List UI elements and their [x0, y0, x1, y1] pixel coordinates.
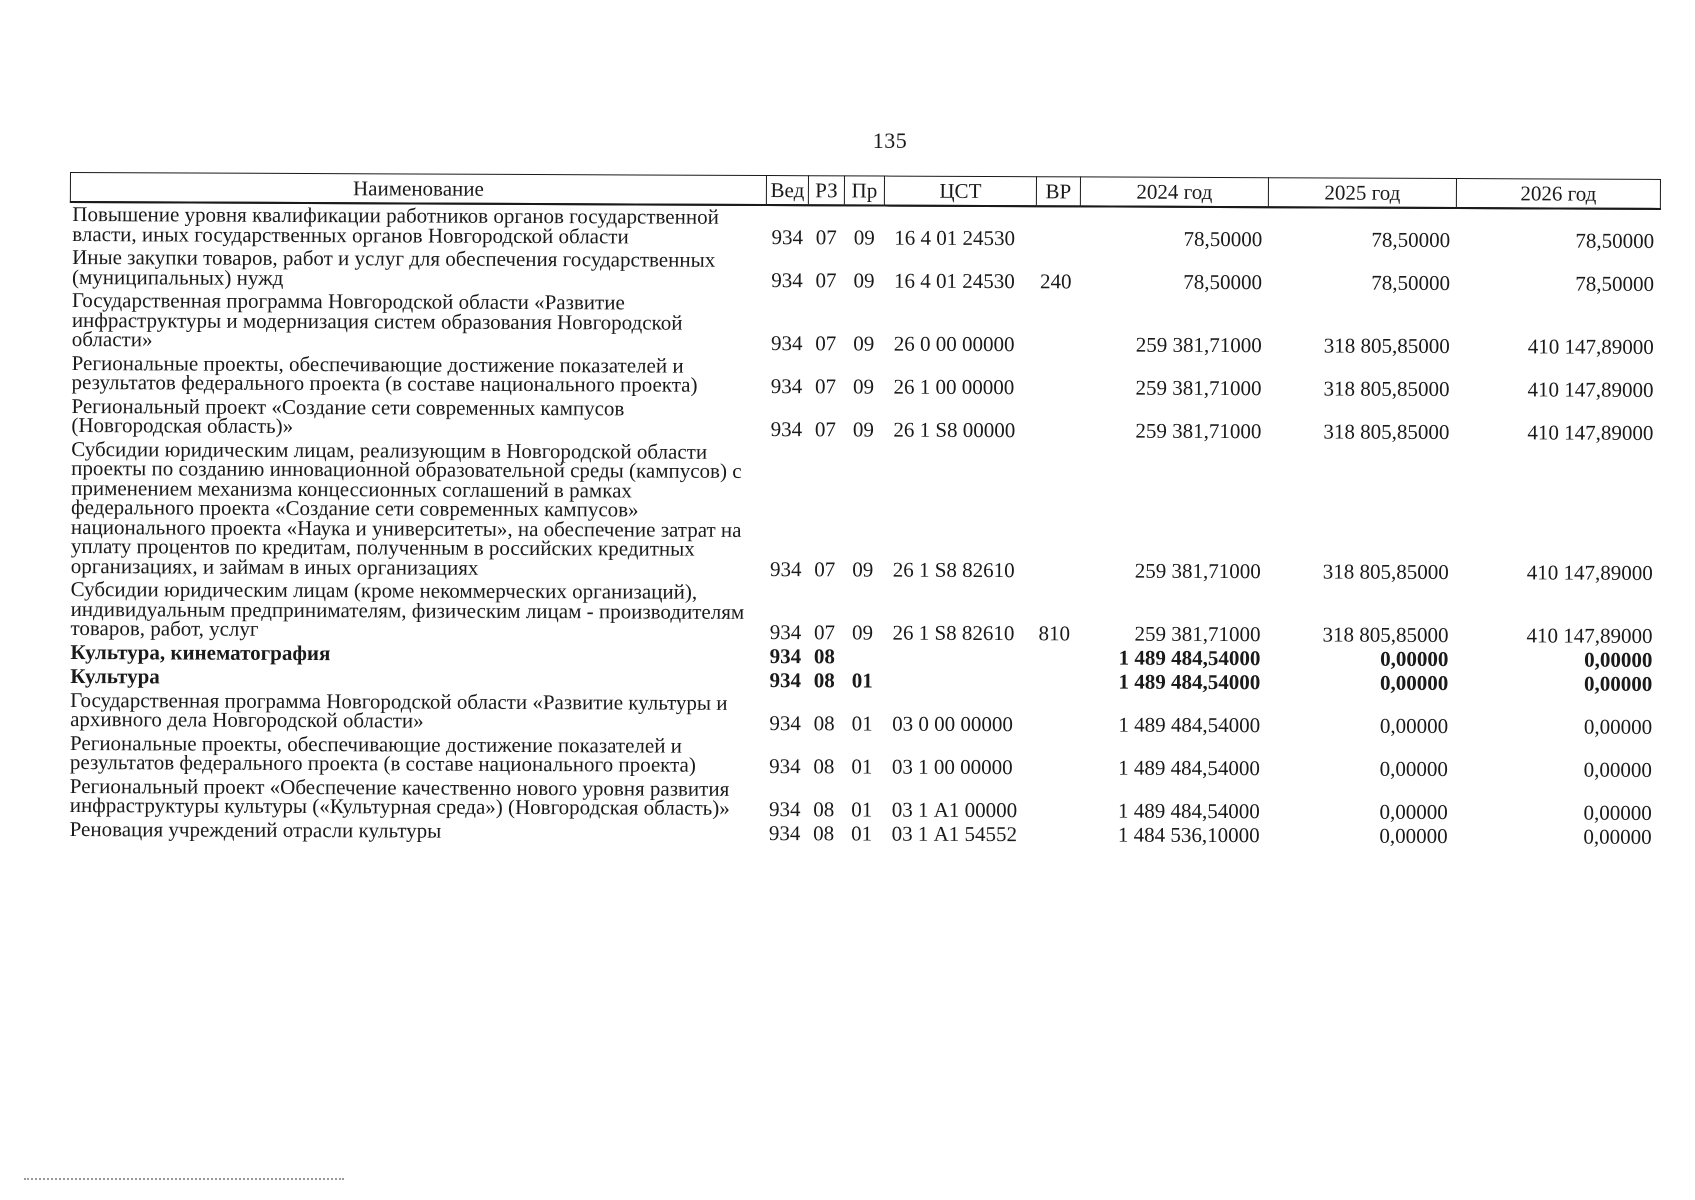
- row-amount-2024: 1 489 484,54000: [1118, 712, 1261, 737]
- row-vr: [1034, 736, 1078, 779]
- row-ved: 934: [771, 225, 804, 250]
- table-row: [69, 395, 1659, 445]
- row-rz: 08: [813, 643, 835, 668]
- row-rz: 07: [815, 330, 837, 355]
- row-amount-2025: 78,50000: [1371, 227, 1451, 253]
- row-amount-2025: 318 805,85000: [1323, 375, 1450, 401]
- row-vr: [1034, 693, 1078, 736]
- row-pr: 01: [851, 710, 873, 736]
- row-vr: [1034, 669, 1078, 693]
- table-row: [68, 731, 1658, 781]
- row-pr: 09: [851, 619, 874, 645]
- row-rz: 07: [815, 268, 837, 293]
- table-row: [68, 578, 1658, 647]
- row-amount-2024: 1 489 484,54000: [1118, 669, 1261, 694]
- row-vr: 810: [1038, 620, 1071, 645]
- header-rz: РЗ: [808, 176, 844, 206]
- row-amount-2026: 410 147,89000: [1526, 560, 1653, 585]
- row-name: Субсидии юридическим лицам (кроме некоммерческих организаций), индивидуальным предпринимателям, физическим лицам - производителям товаров, работ, услуг: [70, 577, 745, 641]
- row-name: Реновация учреждений отрасли культуры: [69, 817, 442, 843]
- row-rz: 07: [813, 619, 836, 644]
- row-vr: [1036, 356, 1080, 399]
- row-name: Культура, кинематография: [70, 640, 331, 666]
- row-vr: [1036, 206, 1080, 250]
- row-vr: 240: [1039, 269, 1072, 294]
- row-cst: 16 4 01 24530: [893, 268, 1015, 294]
- row-rz: 07: [815, 225, 837, 250]
- row-cst: [882, 668, 1034, 693]
- row-amount-2025: 78,50000: [1371, 270, 1451, 296]
- header-2025: 2025 год: [1268, 178, 1456, 208]
- row-cst: [882, 644, 1034, 669]
- row-cst: 03 1 А1 54552: [891, 821, 1018, 846]
- row-amount-2026: 0,00000: [1583, 714, 1653, 739]
- row-amount-2024: 259 381,71000: [1134, 558, 1261, 584]
- row-cst: 16 4 01 24530: [894, 225, 1016, 251]
- row-name: Региональный проект «Создание сети современных кампусов (Новгородская область)»: [71, 393, 625, 438]
- table-row: [70, 289, 1660, 358]
- row-amount-2024: 259 381,71000: [1135, 332, 1262, 357]
- row-rz: 07: [814, 557, 836, 582]
- row-ved: 934: [768, 796, 801, 821]
- row-vr: [1034, 645, 1078, 669]
- row-pr: 09: [853, 225, 875, 250]
- row-amount-2025: 0,00000: [1379, 799, 1448, 824]
- row-pr: 01: [851, 667, 873, 693]
- row-pr: 01: [851, 820, 873, 846]
- row-amount-2024: 1 484 536,10000: [1117, 822, 1260, 847]
- row-cst: 26 1 S8 00000: [893, 417, 1016, 442]
- row-vr: [1036, 293, 1080, 356]
- row-amount-2024: 1 489 484,54000: [1117, 798, 1260, 823]
- row-pr: 09: [853, 268, 875, 293]
- header-ved: Вед: [766, 176, 808, 206]
- row-amount-2024: 259 381,71000: [1134, 621, 1261, 646]
- row-amount-2026: 0,00000: [1583, 824, 1652, 849]
- row-amount-2026: 410 147,89000: [1527, 419, 1654, 445]
- row-pr: 09: [852, 557, 874, 582]
- row-ved: 934: [769, 753, 801, 778]
- row-amount-2024: 78,50000: [1183, 226, 1263, 252]
- row-ved: 934: [769, 643, 802, 668]
- row-ved: 934: [770, 416, 803, 441]
- row-name: Государственная программа Новгородской области «Развитие инфраструктуры и модернизация систем образования Новгородской области»: [71, 288, 683, 352]
- row-amount-2025: 0,00000: [1379, 823, 1448, 848]
- row-amount-2024: 78,50000: [1183, 269, 1263, 295]
- row-pr: 09: [852, 416, 874, 442]
- row-vr: [1034, 779, 1078, 822]
- row-amount-2024: 259 381,71000: [1135, 418, 1262, 443]
- row-amount-2024: 1 489 484,54000: [1118, 755, 1260, 780]
- row-amount-2026: 78,50000: [1575, 228, 1655, 253]
- row-amount-2025: 318 805,85000: [1323, 418, 1450, 444]
- row-cst: 03 1 А1 00000: [891, 797, 1018, 822]
- row-rz: 08: [813, 753, 835, 778]
- row-amount-2026: 410 147,89000: [1527, 333, 1654, 359]
- row-pr: 01: [851, 753, 873, 779]
- row-cst: 03 1 00 00000: [891, 754, 1013, 779]
- header-name: Наименование: [70, 173, 766, 206]
- row-rz: 08: [813, 820, 835, 845]
- row-amount-2026: 0,00000: [1584, 647, 1653, 672]
- row-pr: 01: [851, 796, 873, 822]
- budget-table: [67, 172, 1661, 848]
- row-amount-2025: 0,00000: [1380, 646, 1449, 671]
- row-amount-2026: 0,00000: [1583, 800, 1652, 825]
- row-amount-2024: 1 489 484,54000: [1118, 645, 1261, 670]
- row-amount-2026: 0,00000: [1583, 757, 1652, 782]
- row-amount-2026: 410 147,89000: [1526, 622, 1653, 648]
- row-name: Субсидии юридическим лицам, реализующим в Новгородской области проекты по созданию инновационной образовательной среды (кампусов) с применением механизма концессионных соглашений в рамках федерального проекта «Создание сети современных кампусов» национального проекта «Наука и университеты», на обеспечение затрат на уплату процентов по кредитам, полученным в российских кредитных организациях, и займам в иных организациях: [70, 436, 742, 580]
- row-amount-2024: 259 381,71000: [1135, 375, 1262, 400]
- row-ved: 934: [771, 268, 803, 293]
- table-row: [68, 774, 1658, 824]
- footer-divider: [24, 1178, 344, 1180]
- row-vr: [1035, 399, 1079, 442]
- header-vr: ВР: [1036, 177, 1080, 207]
- row-name: Повышение уровня квалификации работников органов государственной власти, иных государственных органов Новгородской области: [72, 202, 719, 248]
- row-ved: 934: [770, 373, 803, 398]
- budget-table-container: [67, 172, 1660, 848]
- row-ved: 934: [770, 330, 803, 355]
- table-row: [68, 688, 1658, 738]
- row-rz: 07: [815, 373, 837, 398]
- row-amount-2025: 0,00000: [1379, 713, 1449, 738]
- row-cst: 26 1 S8 82610: [892, 620, 1015, 645]
- row-cst: 26 0 00 00000: [893, 331, 1015, 356]
- header-pr: Пр: [844, 176, 884, 206]
- header-2026: 2026 год: [1456, 179, 1660, 209]
- table-body: [68, 202, 1661, 848]
- row-rz: 07: [814, 416, 836, 441]
- row-cst: 26 1 S8 82610: [892, 557, 1015, 583]
- row-amount-2025: 318 805,85000: [1323, 332, 1450, 358]
- row-name: Культура: [70, 664, 160, 689]
- header-cst: ЦСТ: [884, 176, 1036, 206]
- row-name: Региональный проект «Обеспечение качественно нового уровня развития инфраструктуры культуры («Культурная среда») (Новгородская область)»: [69, 773, 730, 820]
- row-ved: 934: [769, 667, 802, 692]
- row-vr: [1035, 442, 1080, 583]
- row-amount-2025: 318 805,85000: [1322, 559, 1449, 585]
- row-ved: 934: [769, 557, 802, 582]
- row-amount-2025: 318 805,85000: [1322, 621, 1449, 647]
- row-cst: 03 0 00 00000: [892, 711, 1013, 736]
- row-amount-2026: 410 147,89000: [1527, 376, 1654, 402]
- row-pr: 09: [853, 330, 875, 356]
- row-ved: 934: [769, 710, 801, 735]
- row-amount-2025: 0,00000: [1379, 670, 1449, 695]
- row-name: Региональные проекты, обеспечивающие достижение показателей и результатов федерального проекта (в составе национального проекта): [71, 350, 698, 397]
- row-vr: [1034, 822, 1078, 846]
- row-name: Иные закупки товаров, работ и услуг для обеспечения государственных (муниципальных) нужд: [71, 245, 716, 290]
- page-number: 135: [872, 128, 908, 153]
- row-name: Государственная программа Новгородской области «Развитие культуры и архивного дела Новгородской области»: [70, 687, 728, 733]
- table-row: [70, 352, 1660, 402]
- row-amount-2025: 0,00000: [1379, 756, 1448, 781]
- row-ved: 934: [768, 820, 801, 845]
- row-amount-2026: 0,00000: [1583, 671, 1653, 696]
- row-pr: 09: [853, 373, 875, 399]
- row-amount-2026: 78,50000: [1575, 271, 1655, 296]
- table-row: [69, 437, 1660, 584]
- row-rz: 08: [813, 710, 835, 735]
- row-ved: 934: [769, 619, 802, 644]
- row-name: Региональные проекты, обеспечивающие достижение показателей и результатов федерального проекта (в составе национального проекта): [69, 730, 696, 777]
- row-pr: [842, 644, 882, 668]
- header-2024: 2024 год: [1080, 177, 1268, 207]
- row-rz: 08: [813, 667, 835, 692]
- row-cst: 26 1 00 00000: [893, 374, 1015, 399]
- row-rz: 08: [813, 796, 835, 821]
